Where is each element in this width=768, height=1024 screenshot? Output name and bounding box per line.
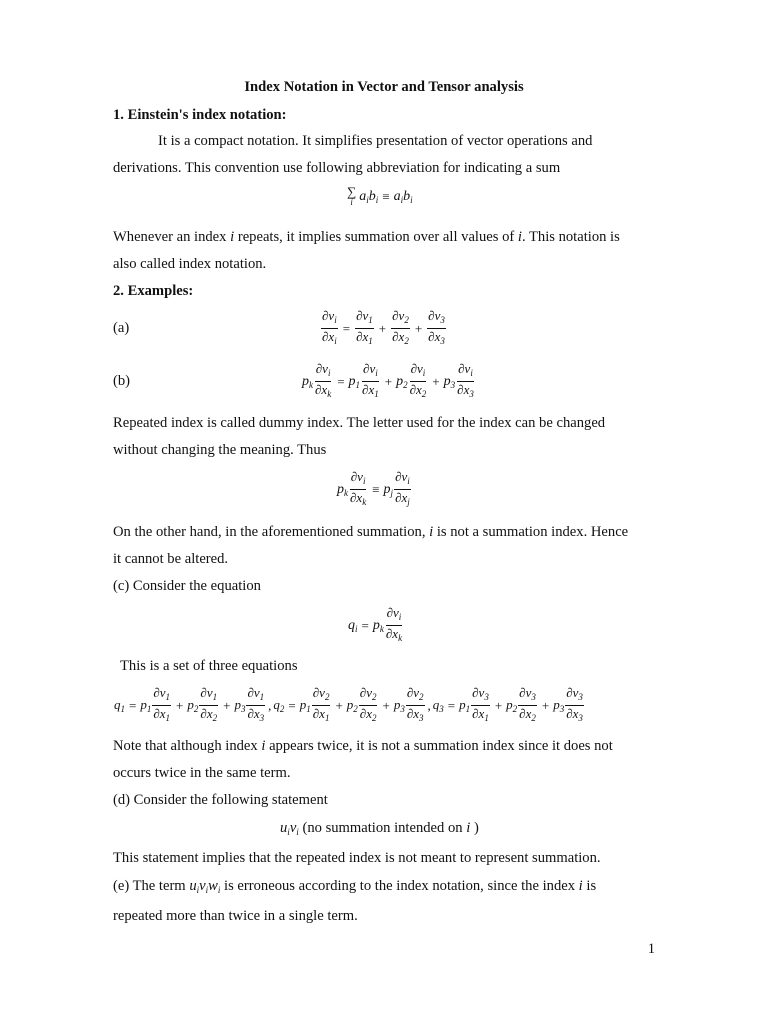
dummy-line2: without changing the meaning. Thus xyxy=(113,442,327,458)
set-of-three: This is a set of three equations xyxy=(120,658,298,674)
label-b: (b) xyxy=(113,373,131,389)
e-line1: (e) The term $u_iv_iw_i$ is erroneous according to the index notation, since the index i is xyxy=(113,878,597,895)
equation-c: $q_i$ = $p_k$ $\frac{\partial v_i}{\partial x_k}$ xyxy=(348,605,403,643)
note-line2: occurs twice in the same term. xyxy=(113,765,291,781)
implies-line: This statement implies that the repeated index is not meant to represent summation. xyxy=(113,850,601,866)
equation-dummy: $p_k$ $\frac{\partial v_i}{\partial x_k}$ ≡ $p_j$ $\frac{\partial v_i}{\partial x_j}$ xyxy=(337,469,410,507)
label-c: (c) Consider the equation xyxy=(113,578,261,594)
section1-para-line1: It is a compact notation. It simplifies presentation of vector operations and xyxy=(158,133,593,149)
equation-a: $\frac{\partial v_i}{\partial x_i}$ = $\frac{\partial v_1}{\partial x_1}$ + $\frac{\partial v_2}{\partial x_2}$ + $\frac{\partial v_3}{\partial x_3}$ xyxy=(322,308,445,346)
whenever-line: Whenever an index i repeats, it implies summation over all values of i. This notation is xyxy=(113,229,620,245)
note-line1: Note that although index i appears twice, it is not a summation index since it does not xyxy=(113,738,613,754)
also-called-line: also called index notation. xyxy=(113,256,267,272)
dummy-line1: Repeated index is called dummy index. The letter used for the index can be changed xyxy=(113,415,606,431)
no-sum-line: $u_iv_i$ (no summation intended on i ) xyxy=(280,820,479,837)
three-equations: $q_1$ = $p_1$ $\frac{\partial v_1}{\partial x_1}$ + $p_2$ $\frac{\partial v_1}{\partial x_2}$ + $p_3$ $\frac{\partial v_1}{\partial x_3}$ , $q_2$ = $p_1$ $\frac{\partial v_2}{\partial x_1}$ + $p_2$ $\frac{\partial v_2}{\partial x_2}$ + $p_3$ $\frac{\partial v_2}{\partial x_3}$ , $q_3$ = $p_1$ $\frac{\partial v_3}{\partial x_1}$ + $p_2$ $\frac{\partial v_3}{\partial x_2}$ + $p_3$ $\frac{\partial v_3}{\partial x_3}$ xyxy=(114,685,583,723)
cannot-alter-line: it cannot be altered. xyxy=(113,551,229,567)
other-hand-line: On the other hand, in the aforementioned summation, i is not a summation index. Hence xyxy=(113,524,629,540)
section1-heading: 1. Einstein's index notation: xyxy=(113,107,287,123)
section1-para-line2: derivations. This convention use following abbreviation for indicating a sum xyxy=(113,160,561,176)
page-title: Index Notation in Vector and Tensor analysis xyxy=(244,79,524,95)
e-line2: repeated more than twice in a single term. xyxy=(113,908,358,924)
section2-heading: 2. Examples: xyxy=(113,283,194,299)
label-a: (a) xyxy=(113,320,130,336)
label-d: (d) Consider the following statement xyxy=(113,792,328,808)
equation-b: $p_k$ $\frac{\partial v_i}{\partial x_k}$ = $p_1$ $\frac{\partial v_i}{\partial x_1}$ + $p_2$ $\frac{\partial v_i}{\partial x_2}$ + $p_3$ $\frac{\partial v_i}{\partial x_3}$ xyxy=(302,361,474,399)
page-number: 1 xyxy=(647,941,655,957)
sum-equation: ∑ i $a_ib_i$ ≡ $a_ib_i$ xyxy=(347,184,413,207)
